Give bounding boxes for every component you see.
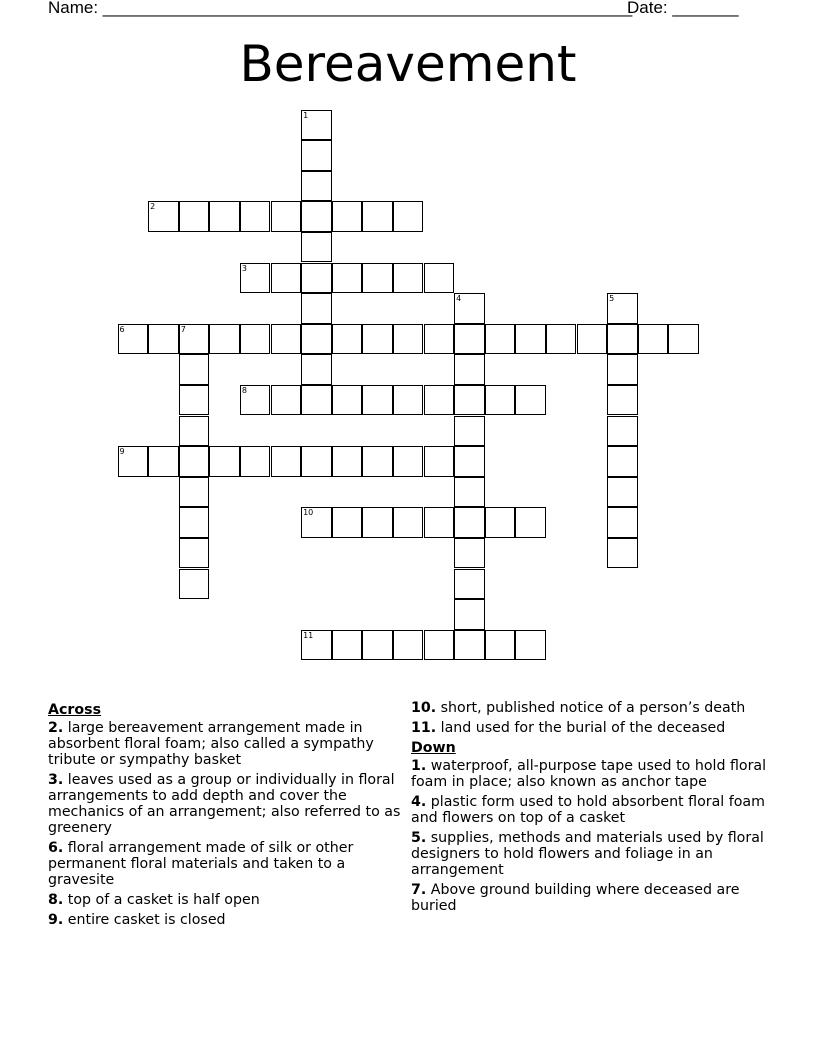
grid-cell[interactable] bbox=[607, 354, 638, 385]
grid-cell[interactable] bbox=[362, 446, 393, 477]
cell-number: 5 bbox=[609, 294, 615, 304]
cell-number: 7 bbox=[180, 324, 186, 334]
grid-cell[interactable] bbox=[454, 324, 485, 355]
grid-cell[interactable] bbox=[209, 201, 240, 232]
grid-cell[interactable] bbox=[301, 324, 332, 355]
grid-cell[interactable] bbox=[118, 324, 149, 355]
grid-cell[interactable] bbox=[240, 324, 271, 355]
grid-cell[interactable] bbox=[332, 385, 363, 416]
grid-cell[interactable] bbox=[148, 201, 179, 232]
cell-number: 6 bbox=[119, 324, 125, 334]
clue-down-1: 1. waterproof, all-purpose tape used to hold floral foam in place; also known as anchor tape bbox=[411, 758, 767, 790]
page-title: Bereavement bbox=[239, 35, 577, 93]
grid-cell[interactable] bbox=[240, 201, 271, 232]
cell-number: 11 bbox=[303, 630, 314, 640]
grid-cell[interactable] bbox=[301, 630, 332, 661]
grid-cell[interactable] bbox=[301, 171, 332, 202]
grid-cell[interactable] bbox=[454, 507, 485, 538]
grid-cell[interactable] bbox=[301, 507, 332, 538]
grid-cell[interactable] bbox=[179, 324, 210, 355]
grid-cell[interactable] bbox=[393, 263, 424, 294]
grid-cell[interactable] bbox=[179, 201, 210, 232]
grid-cell[interactable] bbox=[209, 446, 240, 477]
grid-cell[interactable] bbox=[362, 324, 393, 355]
grid-cell[interactable] bbox=[179, 477, 210, 508]
grid-cell[interactable] bbox=[607, 416, 638, 447]
grid-cell[interactable] bbox=[118, 446, 149, 477]
grid-cell[interactable] bbox=[393, 507, 424, 538]
grid-cell[interactable] bbox=[638, 324, 669, 355]
grid-cell[interactable] bbox=[515, 630, 546, 661]
grid-cell[interactable] bbox=[515, 385, 546, 416]
grid-cell[interactable] bbox=[362, 630, 393, 661]
clue-across-9: 9. entire casket is closed bbox=[48, 912, 226, 928]
grid-cell[interactable] bbox=[301, 385, 332, 416]
clues-column-left bbox=[48, 700, 408, 932]
clue-across-11: 11. land used for the burial of the deceased bbox=[411, 720, 726, 736]
grid-cell[interactable] bbox=[362, 201, 393, 232]
grid-cell[interactable] bbox=[454, 569, 485, 600]
grid-cell[interactable] bbox=[179, 354, 210, 385]
grid-cell[interactable] bbox=[393, 385, 424, 416]
grid-cell[interactable] bbox=[424, 263, 455, 294]
grid-cell[interactable] bbox=[424, 507, 455, 538]
cell-number: 8 bbox=[241, 385, 247, 395]
grid-cell[interactable] bbox=[301, 354, 332, 385]
grid-cell[interactable] bbox=[424, 385, 455, 416]
clue-across-2: 2. large bereavement arrangement made in absorbent floral foam; also called a sympathy tribute or sympathy basket bbox=[48, 720, 374, 768]
clues-column-right bbox=[411, 700, 773, 918]
grid-cell[interactable] bbox=[454, 538, 485, 569]
clue-down-4: 4. plastic form used to hold absorbent floral foam and flowers on top of a casket bbox=[411, 794, 765, 826]
grid-cell[interactable] bbox=[393, 630, 424, 661]
grid-cell[interactable] bbox=[301, 232, 332, 263]
name-field: Name: ________________________________________________________ bbox=[48, 0, 633, 17]
grid-cell[interactable] bbox=[240, 446, 271, 477]
grid-cell[interactable] bbox=[515, 507, 546, 538]
clue-across-8: 8. top of a casket is half open bbox=[48, 892, 260, 908]
grid-cell[interactable] bbox=[179, 416, 210, 447]
cell-number: 1 bbox=[303, 110, 309, 120]
grid-cell[interactable] bbox=[271, 201, 302, 232]
grid-cell[interactable] bbox=[148, 324, 179, 355]
cell-number: 9 bbox=[119, 447, 125, 457]
grid-cell[interactable] bbox=[179, 507, 210, 538]
grid-cell[interactable] bbox=[515, 324, 546, 355]
grid-cell[interactable] bbox=[332, 201, 363, 232]
grid-cell[interactable] bbox=[301, 140, 332, 171]
grid-cell[interactable] bbox=[485, 324, 516, 355]
grid-cell[interactable] bbox=[271, 324, 302, 355]
grid-cell[interactable] bbox=[332, 507, 363, 538]
grid-cell[interactable] bbox=[485, 630, 516, 661]
grid-cell[interactable] bbox=[301, 201, 332, 232]
cell-number: 10 bbox=[303, 508, 314, 518]
grid-cell[interactable] bbox=[454, 416, 485, 447]
grid-cell[interactable] bbox=[301, 446, 332, 477]
cell-number: 3 bbox=[241, 263, 247, 273]
grid-cell[interactable] bbox=[607, 446, 638, 477]
grid-cell[interactable] bbox=[271, 385, 302, 416]
grid-cell[interactable] bbox=[454, 599, 485, 630]
grid-cell[interactable] bbox=[424, 324, 455, 355]
grid-cell[interactable] bbox=[179, 385, 210, 416]
grid-cell[interactable] bbox=[424, 630, 455, 661]
across-heading: Across bbox=[48, 702, 102, 718]
grid-cell[interactable] bbox=[271, 263, 302, 294]
grid-cell[interactable] bbox=[454, 446, 485, 477]
grid-cell[interactable] bbox=[485, 385, 516, 416]
grid-cell[interactable] bbox=[362, 385, 393, 416]
grid-cell[interactable] bbox=[332, 446, 363, 477]
grid-cell[interactable] bbox=[424, 446, 455, 477]
grid-cell[interactable] bbox=[607, 507, 638, 538]
grid-cell[interactable] bbox=[271, 446, 302, 477]
grid-cell[interactable] bbox=[148, 446, 179, 477]
grid-cell[interactable] bbox=[362, 263, 393, 294]
grid-cell[interactable] bbox=[301, 263, 332, 294]
clue-across-6: 6. floral arrangement made of silk or other permanent floral materials and taken to a gravesite bbox=[48, 840, 354, 888]
grid-cell[interactable] bbox=[179, 538, 210, 569]
grid-cell[interactable] bbox=[607, 324, 638, 355]
date-field: Date: _______ bbox=[627, 0, 739, 17]
grid-cell[interactable] bbox=[332, 324, 363, 355]
grid-cell[interactable] bbox=[454, 630, 485, 661]
grid-cell[interactable] bbox=[240, 385, 271, 416]
grid-cell[interactable] bbox=[393, 446, 424, 477]
grid-cell[interactable] bbox=[577, 324, 608, 355]
grid-cell[interactable] bbox=[362, 507, 393, 538]
grid-cell[interactable] bbox=[607, 477, 638, 508]
clue-down-5: 5. supplies, methods and materials used by floral designers to hold flowers and foliage in an arrangement bbox=[411, 830, 764, 878]
grid-cell[interactable] bbox=[454, 477, 485, 508]
grid-cell[interactable] bbox=[607, 385, 638, 416]
cell-number: 2 bbox=[150, 202, 156, 212]
grid-cell[interactable] bbox=[454, 385, 485, 416]
grid-cell[interactable] bbox=[179, 446, 210, 477]
cell-number: 4 bbox=[456, 294, 462, 304]
grid-cell[interactable] bbox=[668, 324, 699, 355]
grid-cell[interactable] bbox=[607, 538, 638, 569]
grid-cell[interactable] bbox=[393, 201, 424, 232]
grid-cell[interactable] bbox=[332, 630, 363, 661]
grid-cell[interactable] bbox=[546, 324, 577, 355]
grid-cell[interactable] bbox=[485, 507, 516, 538]
grid-cell[interactable] bbox=[454, 293, 485, 324]
grid-cell[interactable] bbox=[607, 293, 638, 324]
grid-cell[interactable] bbox=[393, 324, 424, 355]
clue-down-7: 7. Above ground building where deceased are buried bbox=[411, 882, 740, 914]
grid-cell[interactable] bbox=[332, 263, 363, 294]
clue-across-10: 10. short, published notice of a person’s death bbox=[411, 700, 746, 716]
grid-cell[interactable] bbox=[240, 263, 271, 294]
grid-cell[interactable] bbox=[209, 324, 240, 355]
grid-cell[interactable] bbox=[301, 293, 332, 324]
down-heading: Down bbox=[411, 740, 456, 756]
clue-across-3: 3. leaves used as a group or individually in floral arrangements to add depth and cover the mechanics of an arrangement; also referred to as greenery bbox=[48, 772, 401, 836]
grid-cell[interactable] bbox=[301, 110, 332, 141]
grid-cell[interactable] bbox=[179, 569, 210, 600]
grid-cell[interactable] bbox=[454, 354, 485, 385]
